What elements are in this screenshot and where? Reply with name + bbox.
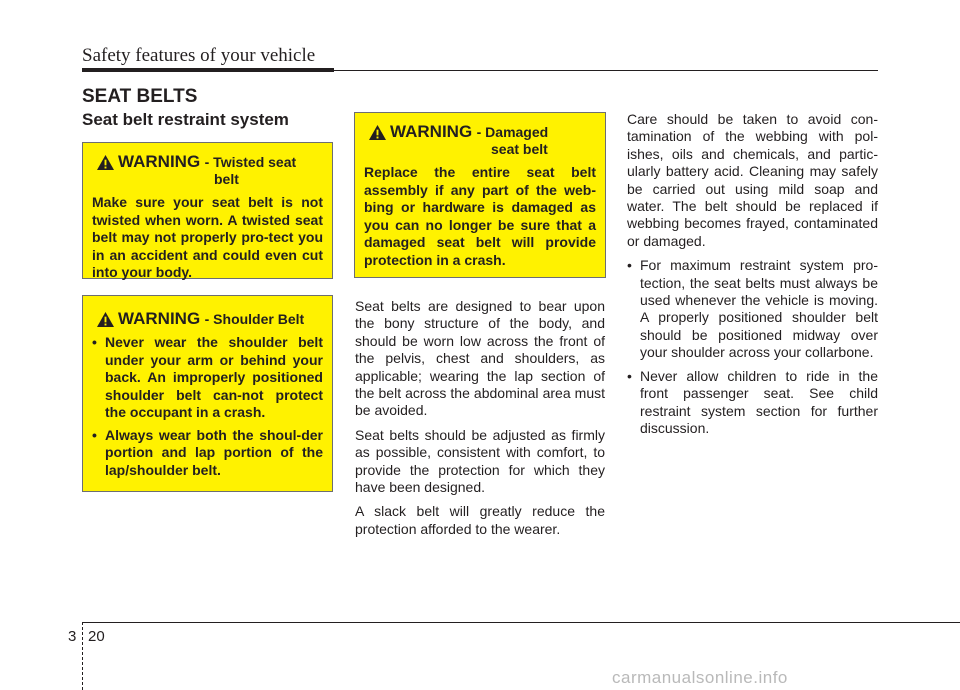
header-rule-thin <box>334 70 878 71</box>
middle-column-text <box>355 298 605 545</box>
paragraph: A slack belt will greatly reduce the protection afforded to the wearer. <box>355 503 605 537</box>
chapter-number: 3 <box>68 628 77 645</box>
warning-body: Make sure your seat belt is not twisted when worn. A twisted seat belt may not properly pro-tect you in an accident and could even cut into your body. <box>92 194 323 280</box>
paragraph: Seat belts should be adjusted as firmly as possible, consistent with comfort, to provide the protection for which they have been designed. <box>355 426 605 496</box>
paragraph: Seat belts are designed to bear upon the bony structure of the body, and should be worn low across the front of the pelvis, chest and shoulders, as applicable; wearing the lap section of the belt across the abdominal area must be avoided. <box>355 298 605 419</box>
warning-word: WARNING <box>390 122 473 141</box>
footer-rule <box>82 622 960 623</box>
warning-subject: - Twisted seat <box>204 154 297 170</box>
warning-header <box>92 153 323 188</box>
list-item: • Never allow children to ride in the front passenger seat. See child restraint system section for further discussion. <box>627 368 878 438</box>
warning-box-twisted-belt <box>82 142 333 279</box>
header-rule-thick <box>82 68 334 72</box>
page-number: 20 <box>88 628 105 645</box>
warning-body: Replace the entire seat belt assembly if any part of the web-bing or hardware is damaged as you can no longer be sure that a damaged seat belt will provide protection in a crash. <box>364 164 596 268</box>
paragraph: Care should be taken to avoid con-tamination of the webbing with pol-ishes, oils and chemicals, and partic-ularly battery acid. Cleaning may safely be carried out using mild soap and water. The belt should be replaced if webbing becomes frayed, contaminated or damaged. <box>627 111 878 249</box>
warning-word: WARNING <box>118 309 201 328</box>
warning-box-shoulder-belt <box>82 295 333 492</box>
list-item: • For maximum restraint system pro-tection, the seat belts must always be used whenever the vehicle is moving. A properly positioned shoulder belt should be positioned midway over your shoulder across your collarbone. <box>627 257 878 361</box>
warning-list-item: • Always wear both the shoul-der portion and lap portion of the lap/shoulder belt. <box>92 427 323 480</box>
warning-triangle-icon <box>368 124 387 141</box>
warning-subject: - Damaged <box>476 124 549 140</box>
warning-subject-cont: belt <box>214 171 239 187</box>
warning-triangle-icon <box>96 154 115 171</box>
footer-divider <box>82 622 83 690</box>
warning-header <box>92 310 323 328</box>
section-subtitle: Seat belt restraint system <box>82 110 289 129</box>
bullet-list <box>627 257 878 437</box>
warning-box-damaged-belt <box>354 112 606 278</box>
warning-list <box>92 334 323 479</box>
page-header-title: Safety features of your vehicle <box>82 45 316 66</box>
right-column-text <box>627 111 878 443</box>
warning-word: WARNING <box>118 152 201 171</box>
warning-triangle-icon <box>96 311 115 328</box>
warning-list-item: • Never wear the shoulder belt under your arm or behind your back. An improperly positioned shoulder belt can-not protect the occupant in a crash. <box>92 334 323 422</box>
section-title: SEAT BELTS <box>82 86 198 107</box>
watermark-text: carmanualsonline.info <box>612 668 788 687</box>
warning-header <box>364 123 596 158</box>
warning-subject: - Shoulder Belt <box>204 311 305 327</box>
warning-subject-cont: seat belt <box>491 141 548 157</box>
